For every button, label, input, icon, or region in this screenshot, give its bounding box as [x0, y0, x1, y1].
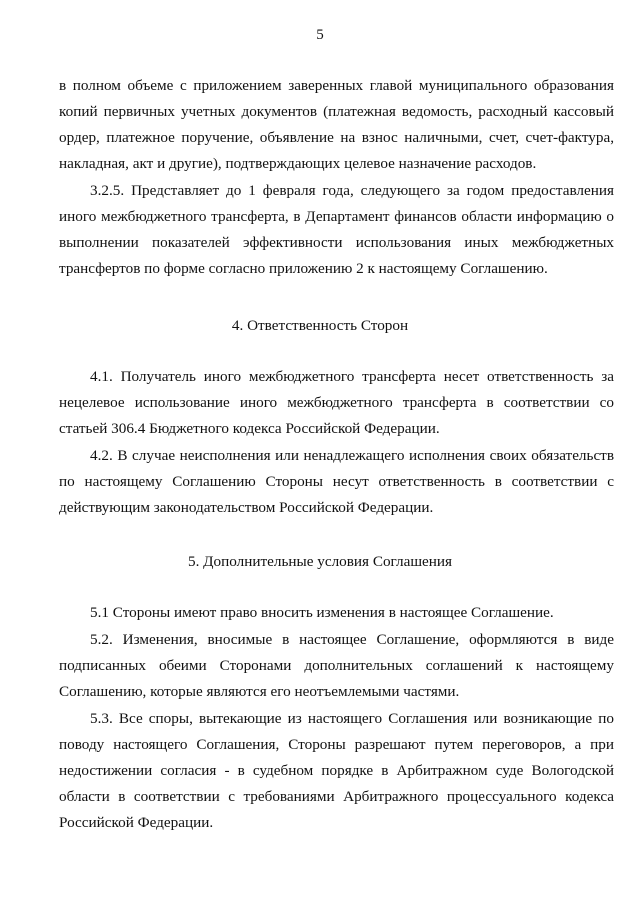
section-heading-5: 5. Дополнительные условия Соглашения: [187, 553, 452, 570]
paragraph-5-1: 5.1 Стороны имеют право вносить изменения в настоящее Соглашение.: [90, 604, 554, 621]
paragraph-5-3: 5.3. Все споры, вытекающие из настоящего Соглашения или возникающие по поводу настоящего Соглашения, Стороны разрешают путем переговоров, а при недостижении согласия - в судебном порядке в Арбитражном суде Вологодской области в соответствии с требованиями Арбитражного процессуального кодекса Российской Федерации.: [59, 710, 614, 831]
paragraph-3-2-5: 3.2.5. Представляет до 1 февраля года, следующего за годом предоставления иного межбюджетного трансферта, в Департамент финансов области информацию о выполнении показателей эффективности использования иных межбюджетных трансфертов по форме согласно приложению 2 к настоящему Соглашению.: [59, 182, 614, 277]
section-heading-4: 4. Ответственность Сторон: [231, 317, 409, 334]
page-number: 5: [316, 27, 324, 43]
paragraph-4-2: 4.2. В случае неисполнения или ненадлежащего исполнения своих обязательств по настоящему Соглашению Стороны несут ответственность в соответствии с действующим законодательством Российской Федерации.: [59, 447, 614, 516]
paragraph-continuation: в полном объеме с приложением заверенных главой муниципального образования копий первичных учетных документов (платежная ведомость, расходный кассовый ордер, платежное поручение, объявление на взнос наличными, счет, счет-фактура, накладная, акт и другие), подтверждающих целевое назначение расходов.: [59, 77, 614, 172]
paragraph-5-2: 5.2. Изменения, вносимые в настоящее Соглашение, оформляются в виде подписанных обеими Сторонами дополнительных соглашений к настоящему Соглашению, которые являются его неотъемлемыми частями.: [59, 631, 614, 700]
paragraph-4-1: 4.1. Получатель иного межбюджетного трансферта несет ответственность за нецелевое использование иного межбюджетного трансферта в соответствии со статьей 306.4 Бюджетного кодекса Российской Федерации.: [59, 368, 614, 437]
